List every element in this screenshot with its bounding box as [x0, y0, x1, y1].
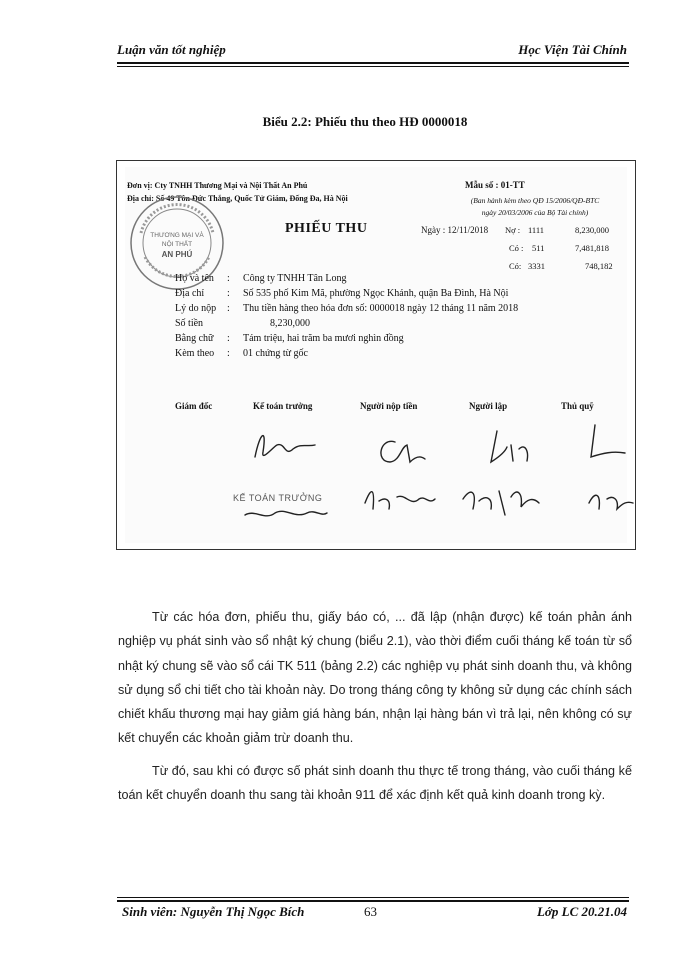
regulation-line-2: ngày 20/03/2006 của Bộ Tài chính)	[481, 208, 589, 217]
paragraph-2-text: Từ đó, sau khi có được số phát sinh doanh thu thực tế trong tháng, vào cuối tháng kế toán kết chuyển doanh thu sang tài khoản 911 để xác định kết quả kinh doanh trong kỳ.	[118, 764, 632, 803]
svg-text:KẾ TOÁN TRƯỞNG: KẾ TOÁN TRƯỞNG	[233, 493, 323, 503]
credit2-label: Có:	[509, 261, 522, 271]
form-number: Mẫu số : 01-TT	[465, 180, 525, 190]
signatory-preparer: Người lập	[469, 401, 508, 411]
page-header	[117, 40, 627, 62]
body-paragraph-1	[118, 605, 632, 751]
credit2-amount: 748,182	[585, 261, 613, 271]
regulation-line-1: (Ban hành kèm theo QĐ 15/2006/QĐ-BTC	[470, 196, 600, 205]
svg-text:THƯƠNG MẠI VÀ: THƯƠNG MẠI VÀ	[150, 232, 204, 239]
unit-value: Cty TNHH Thương Mại và Nội Thất An Phú	[154, 181, 308, 190]
debit-account: 1111	[528, 225, 545, 235]
footer-class: Lớp LC 20.21.04	[536, 904, 627, 919]
footer-student-name: Sinh viên: Nguyễn Thị Ngọc Bích	[122, 904, 305, 919]
receipt-date: Ngày : 12/11/2018	[421, 225, 489, 235]
address-value: Số 49 Tôn Đức Thắng, Quốc Tử Giám, Đống Đa, Hà Nội	[155, 194, 348, 203]
body-paragraph-2	[118, 759, 632, 808]
page-number: 63	[364, 904, 377, 919]
receipt-scan: Đơn vị: Cty TNHH Thương Mại và Nội Thất An Phú Địa chỉ: Số 49 Tôn Đức Thắng, Quốc Tử Giám, Đống Đa, Hà Nội Mẫu số : 01-TT (Ban hành kèm theo QĐ 15/2006/QĐ-BTC ngày 20/03/2006 của Bộ Tài chính) THƯƠNG MẠI VÀ NỘI THẤT AN PHÚ PHIẾU THU Ngày : 12/11/2018 Nợ : 1111 8,230,000 Có : 511 7,481,818 Có: 3331 748,182 Họ và tên : Công ty TNHH Tân Long Địa chỉ : Số 535 phố Kim Mã, phường Ngọc Khánh, quận Ba Đình, Hà Nội Lý do nộp : Thu tiền hàng theo hóa đơn số: 0000018 ngày 12 tháng 11 năm 2018 Số tiền 8,230,000 Bằng chữ : Tám triệu, hai trăm ba mươi nghìn đồng Kèm theo : 01 chứng từ gốc Giám đốc Kế toán trưởng Người nộp tiền Người lập Thủ quỹ KẾ TOÁN TRƯỞNG	[125, 167, 627, 543]
receipt-title: PHIẾU THU	[285, 221, 368, 236]
address-label: Địa chỉ:	[127, 194, 154, 203]
receipt-image-frame	[116, 160, 636, 550]
signatory-payer: Người nộp tiền	[360, 401, 418, 411]
unit-label: Đơn vị:	[127, 181, 153, 190]
signatory-cashier: Thủ quỹ	[561, 401, 594, 411]
paragraph-1-text: Từ các hóa đơn, phiếu thu, giấy báo có, ... đã lập (nhận được) kế toán phản ánh nghiệp vụ phát sinh vào sổ nhật ký chung (biểu 2.1), vào thời điểm cuối tháng kế toán từ sổ nhật ký chung sẽ vào sổ cái TK 511 (bảng 2.2) các nghiệp vụ phát sinh doanh thu, và không sử dụng sổ chi tiết cho tài khoản này. Do trong tháng công ty không sử dụng các chính sách chiết khấu thương mại hay giảm giá hàng bán, nhận lại hàng bán vì trả lại, nên không có sự kết chuyển các khoản giảm trừ doanh thu.	[118, 610, 632, 746]
debit-label: Nợ :	[505, 225, 521, 235]
svg-text:NỘI THẤT: NỘI THẤT	[161, 241, 193, 248]
signatory-chief-accountant: Kế toán trưởng	[253, 401, 313, 411]
credit1-amount: 7,481,818	[575, 243, 609, 253]
figure-caption: Biểu 2.2: Phiếu thu theo HĐ 0000018	[262, 114, 468, 129]
signatory-director: Giám đốc	[175, 401, 213, 411]
header-rule	[117, 62, 629, 67]
debit-amount: 8,230,000	[575, 225, 609, 235]
header-thesis-label: Luận văn tốt nghiệp	[117, 42, 226, 57]
page-footer	[117, 902, 629, 922]
handwritten-signatures-icon	[215, 417, 635, 537]
credit1-label: Có :	[509, 243, 524, 253]
credit1-account: 511	[532, 243, 545, 253]
header-institution-label: Học Viện Tài Chính	[518, 42, 627, 57]
svg-text:AN PHÚ: AN PHÚ	[161, 250, 193, 259]
regulation-note	[445, 195, 625, 219]
credit2-account: 3331	[528, 261, 545, 271]
